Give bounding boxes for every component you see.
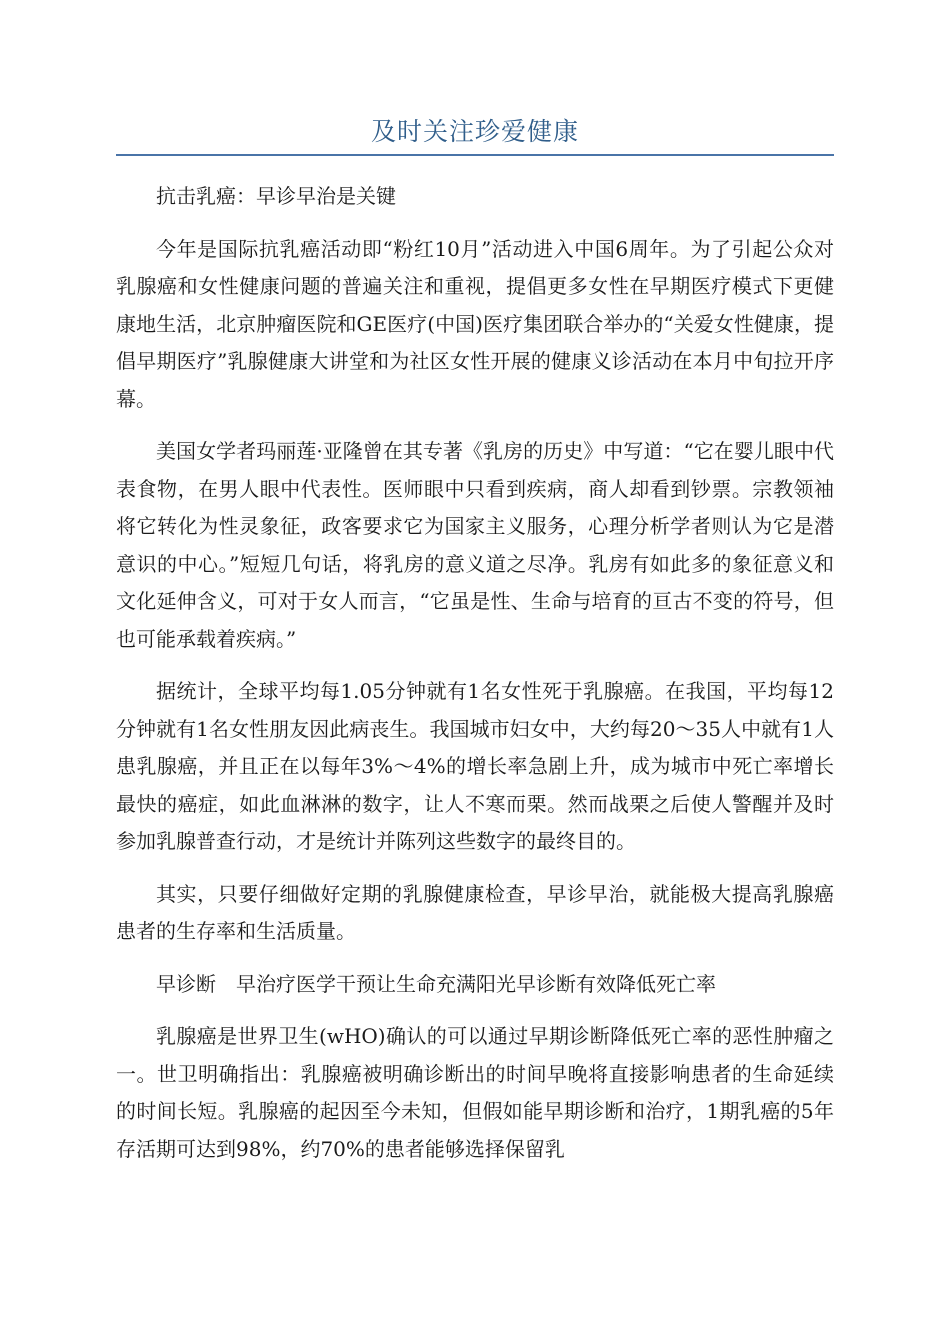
document-page [116,110,834,1183]
section-heading-2: 早诊断 早治疗医学干预让生命充满阳光早诊断有效降低死亡率 [156,971,716,996]
paragraph-2: 美国女学者玛丽莲·亚隆曾在其专著《乳房的历史》中写道：“它在婴儿眼中代表食物，在男人眼中代表性。医师眼中只看到疾病，商人却看到钞票。宗教领袖将它转化为性灵象征，政客要求它为国家主义服务，心理分析学者则认为它是潜意识的中心。”短短几句话，将乳房的意义道之尽净。乳房有如此多的象征意义和文化延伸含义，可对于女人而言，“它虽是性、生命与培育的亘古不变的符号，但也可能承载着疾病。” [116,439,834,651]
section-heading-1: 抗击乳癌：早诊早治是关键 [156,184,396,208]
title-underline [116,154,834,156]
paragraph-5: 乳腺癌是世界卫生(wHO)确认的可以通过早期诊断降低死亡率的恶性肿瘤之一。世卫明确指出：乳腺癌被明确诊断出的时间早晚将直接影响患者的生命延续的时间长短。乳腺癌的起因至今未知，但假如能早期诊断和治疗，1期乳癌的5年存活期可达到98%，约70%的患者能够选择保留乳 [116,1024,834,1161]
paragraph-4: 其实，只要仔细做好定期的乳腺健康检查，早诊早治，就能极大提高乳腺癌患者的生存率和生活质量。 [116,881,834,943]
paragraph-1: 今年是国际抗乳癌活动即“粉红10月”活动进入中国6周年。为了引起公众对乳腺癌和女性健康问题的普遍关注和重视，提倡更多女性在早期医疗模式下更健康地生活，北京肿瘤医院和GE医疗(中国)医疗集团联合举办的“关爱女性健康，提倡早期医疗”乳腺健康大讲堂和为社区女性开展的健康义诊活动在本月中旬拉开序幕。 [116,236,834,411]
paragraph-3: 据统计，全球平均每1.05分钟就有1名女性死于乳腺癌。在我国，平均每12分钟就有1名女性朋友因此病丧生。我国城市妇女中，大约每20～35人中就有1人患乳腺癌，并且正在以每年3%～4%的增长率急剧上升，成为城市中死亡率增长最快的癌症，如此血淋淋的数字，让人不寒而栗。然而战栗之后使人警醒并及时参加乳腺普查行动，才是统计并陈列这些数字的最终目的。 [116,679,834,853]
document-title: 及时关注珍爱健康 [370,117,579,146]
